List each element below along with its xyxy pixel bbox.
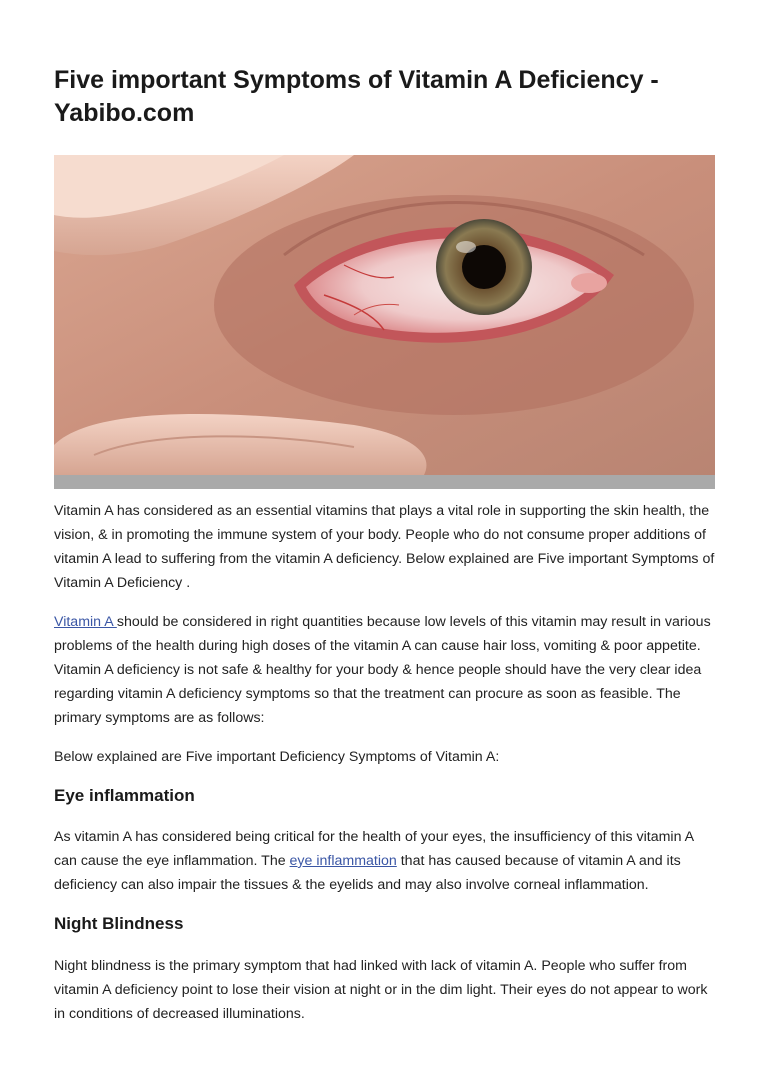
eye-photo [54, 155, 715, 489]
symptoms-intro-paragraph: Below explained are Five important Deficiency Symptoms of Vitamin A: [54, 749, 500, 765]
eye-inflammation-text-before: As vitamin A has considered being critical for the health of your eyes, the insufficiency of this vitamin A can cause the eye inflammation. The [54, 829, 694, 869]
heading-eye-inflammation: Eye inflammation [54, 786, 195, 805]
vitamin-a-link[interactable]: Vitamin A [54, 614, 117, 630]
eye-inflammation-paragraph [54, 825, 718, 897]
intro-paragraph: Vitamin A has considered as an essential vitamins that plays a vital role in supporting the skin health, the vision, & in promoting the immune system of your body. People who do not consume proper additions of vitamin A lead to suffering from the vitamin A deficiency. Below explained are Five important Symptoms of Vitamin A Deficiency . [54, 503, 715, 591]
eye-inflammation-link[interactable]: eye inflammation [289, 853, 397, 869]
page-title: Five important Symptoms of Vitamin A Deficiency - Yabibo.com [54, 66, 659, 127]
night-blindness-paragraph: Night blindness is the primary symptom that had linked with lack of vitamin A. People who suffer from vitamin A deficiency point to lose their vision at night or in the dim light. Their eyes do not appear to work in conditions of decreased illuminations. [54, 958, 708, 1022]
eye-inflammation-text-after: that has caused because of vitamin A and its deficiency can also impair the tissues & the eyelids and may also involve corneal inflammation. [54, 853, 681, 893]
vitamin-a-paragraph [54, 610, 718, 730]
vitamin-a-paragraph-text: should be considered in right quantities because low levels of this vitamin may result in various problems of the health during high doses of the vitamin A can cause hair loss, vomiting & poor appetite. Vitamin A deficiency is not safe & healthy for your body & hence people should have the very clear idea regarding vitamin A deficiency symptoms so that the treatment can procure as soon as feasible. The primary symptoms are as follows: [54, 614, 711, 726]
heading-night-blindness: Night Blindness [54, 914, 184, 933]
